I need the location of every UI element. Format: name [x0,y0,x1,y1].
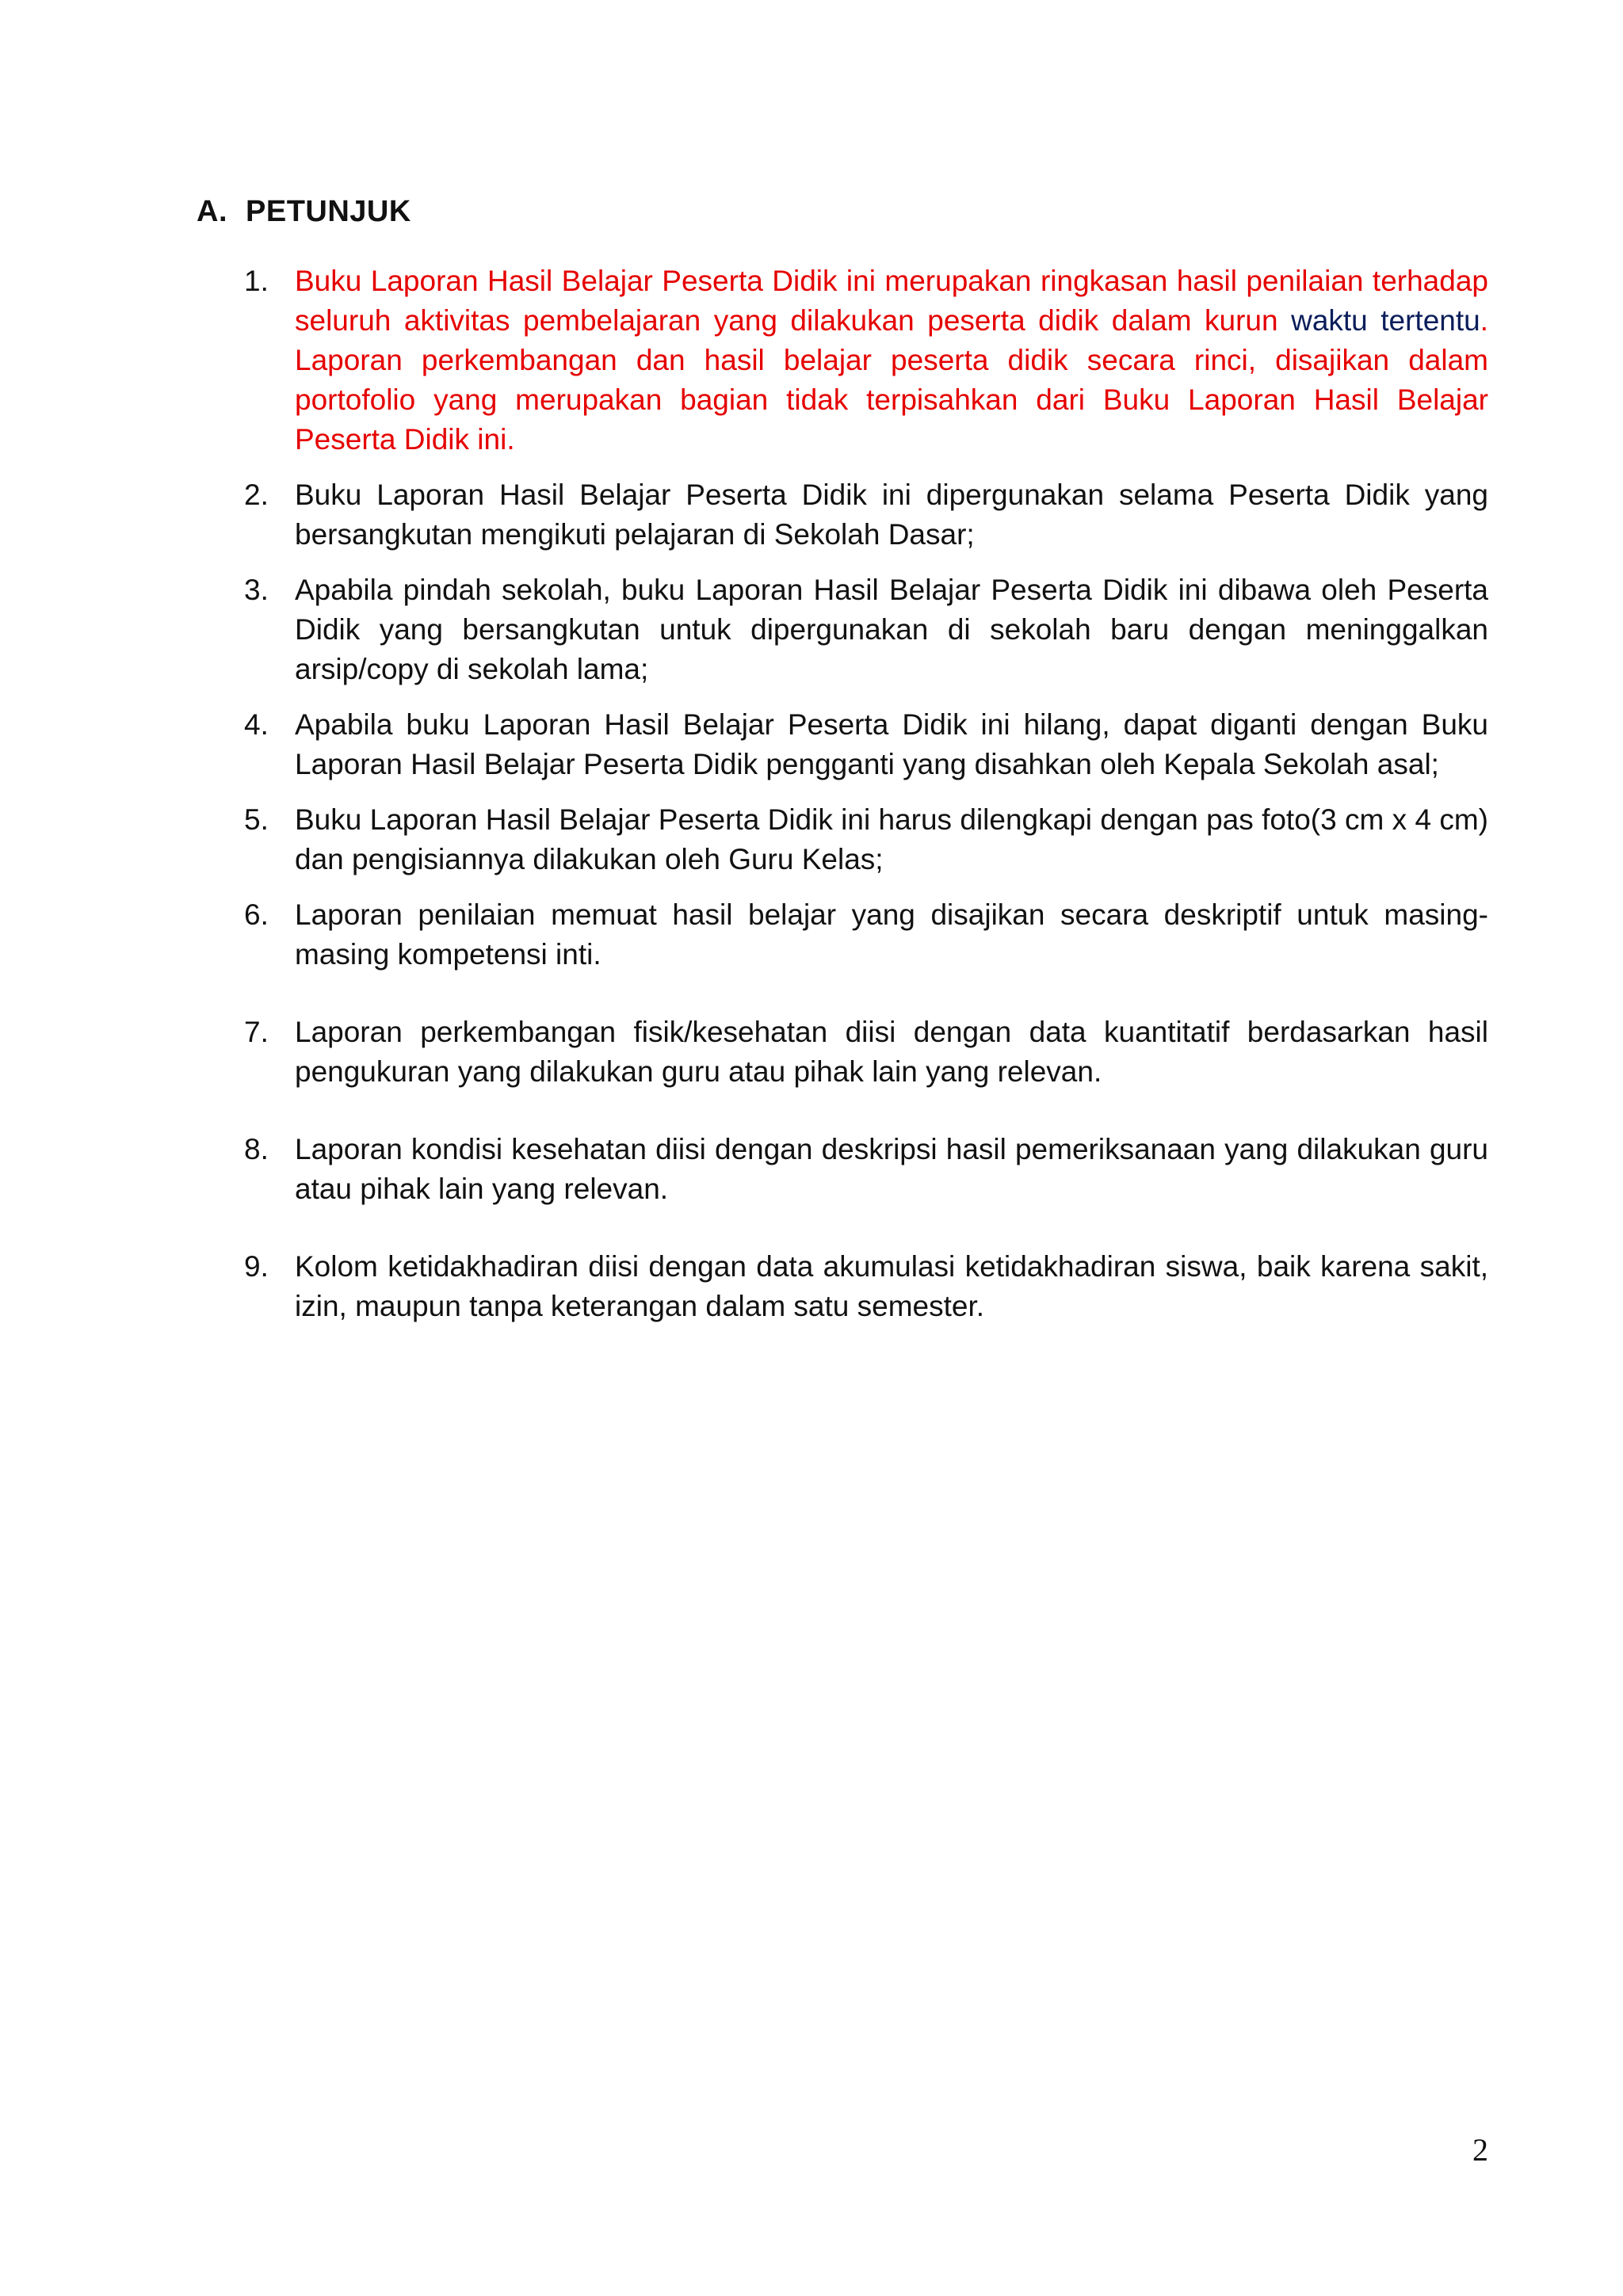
list-item [244,800,1488,879]
item-text: Buku Laporan Hasil Belajar Peserta Didik ini dipergunakan selama Peserta Didik yang bersangkutan mengikuti pelajaran di Sekolah Dasar; [295,479,1488,551]
item-text-navy: waktu tertentu [1291,304,1480,337]
page-number: 2 [1472,2132,1488,2168]
item-text: Laporan perkembangan fisik/kesehatan diisi dengan data kuantitatif berdasarkan hasil pengukuran yang dilakukan guru atau pihak lain yang relevan. [295,1016,1488,1088]
item-number: 7. [244,1016,269,1048]
item-number: 5. [244,803,269,836]
item-number: 2. [244,479,269,511]
list-item [244,895,1488,974]
item-number: 9. [244,1250,269,1283]
item-number: 6. [244,898,269,931]
item-text: Kolom ketidakhadiran diisi dengan data akumulasi ketidakhadiran siswa, baik karena sakit, izin, maupun tanpa keterangan dalam satu semester. [295,1250,1488,1322]
list-item [244,705,1488,784]
item-number: 8. [244,1133,269,1165]
list-item [244,475,1488,555]
item-text: Laporan penilaian memuat hasil belajar yang disajikan secara deskriptif untuk masing-masing kompetensi inti. [295,898,1488,971]
list-item [244,570,1488,689]
section-letter: A. [197,195,227,228]
list-item [244,261,1488,460]
section-heading [197,195,411,229]
item-text [295,261,1488,460]
item-text: Apabila buku Laporan Hasil Belajar Peserta Didik ini hilang, dapat diganti dengan Buku Laporan Hasil Belajar Peserta Didik pengganti yang disahkan oleh Kepala Sekolah asal; [295,708,1488,780]
item-text: Apabila pindah sekolah, buku Laporan Hasil Belajar Peserta Didik ini dibawa oleh Peserta Didik yang bersangkutan untuk dipergunakan di sekolah baru dengan meninggalkan arsip/copy di sekolah lama; [295,574,1488,685]
item-number: 1. [244,265,269,297]
list-item [244,1247,1488,1326]
section-title: PETUNJUK [246,195,411,228]
item-text-red-end: . Laporan perkembangan dan hasil belajar peserta didik secara rinci, disajikan dalam portofolio yang merupakan bagian tidak terpisahkan dari Buku Laporan Hasil Belajar Peserta Didik ini. [295,304,1488,456]
list-item [244,1013,1488,1092]
item-number: 3. [244,574,269,606]
item-text: Buku Laporan Hasil Belajar Peserta Didik ini harus dilengkapi dengan pas foto(3 cm x 4 cm) dan pengisiannya dilakukan oleh Guru Kelas; [295,803,1488,875]
list-item [244,1130,1488,1209]
instruction-list [244,261,1488,1326]
item-text: Laporan kondisi kesehatan diisi dengan deskripsi hasil pemeriksanaan yang dilakukan guru atau pihak lain yang relevan. [295,1133,1488,1205]
item-number: 4. [244,708,269,741]
item-text-red-start: Buku Laporan Hasil Belajar Peserta Didik ini merupakan ringkasan hasil penilaian terhadap seluruh aktivitas pembelajaran yang dilakukan peserta didik dalam kurun [295,265,1488,337]
